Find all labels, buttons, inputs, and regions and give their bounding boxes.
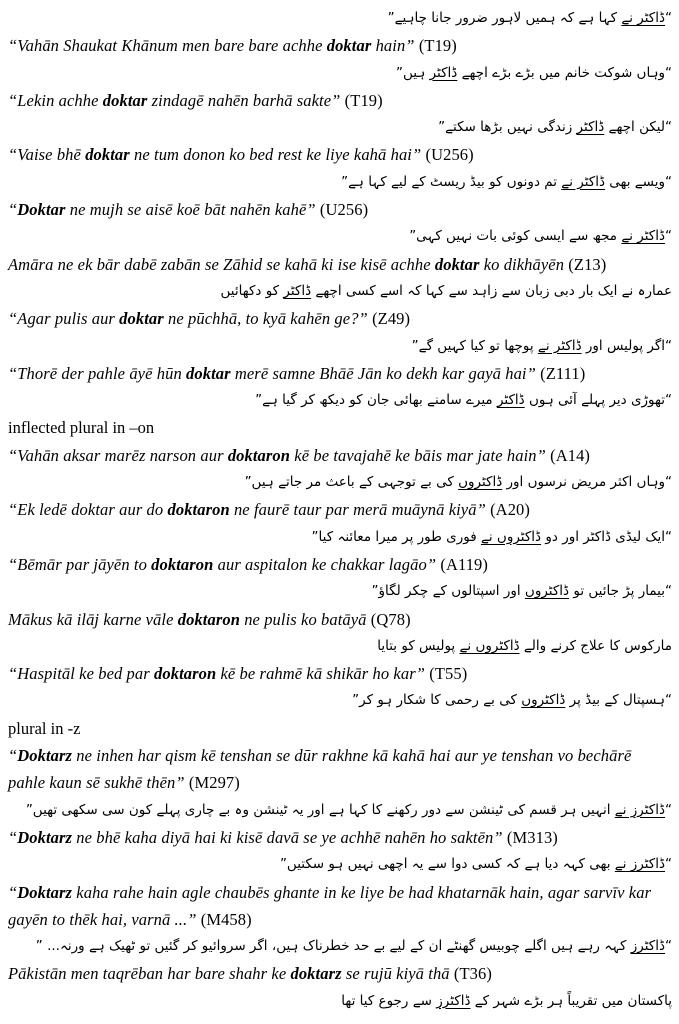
roman-sentence [8, 496, 672, 523]
doktar-underlined-term: ڈاکٹرز نے [614, 801, 665, 818]
urdu-text: “وہاں شوکت خانم میں بڑے بڑے اچھے [457, 64, 672, 81]
roman-sentence [8, 960, 672, 987]
sentence-text: “Vahān aksar marēz narson aur [8, 445, 228, 465]
roman-sentence [8, 879, 672, 934]
doktar-bold-term: Doktarz [17, 746, 73, 766]
sentence-text: Mākus kā ilāj karne vāle [8, 609, 178, 629]
urdu-sentence [8, 278, 672, 305]
reference-tag: (Q78) [370, 609, 411, 629]
urdu-text: بھی کہہ دیا ہے کہ کسی دوا سے یہ اچھی نہیں ہو سکتیں” [279, 856, 615, 873]
roman-sentence [8, 305, 672, 332]
sentence-text: “Thorē der pahle āyē hūn [8, 363, 187, 383]
doktar-underlined-term: ڈاکٹر [496, 392, 525, 409]
sentence-text: “Vaise bhē [8, 145, 86, 165]
section-heading: plural in -z [8, 718, 81, 738]
roman-sentence [8, 660, 672, 687]
urdu-text: کہہ رہے ہیں اگلے چوبیس گھنٹے ان کے لیے بے حد خطرناک ہیں، اگر سروائیو کر گئیں تو ٹھیک ہے ورنہ... ” [35, 938, 631, 955]
urdu-text: کہا ہے کہ ہمیں لاہور ضرور جانا چاہیے” [387, 10, 622, 26]
sentence-text: Pākistān men taqrēban har bare shahr ke [8, 964, 291, 984]
doktar-bold-term: Doktarz [17, 827, 73, 847]
sentence-text: “Ek ledē doktar aur do [8, 500, 168, 520]
reference-tag: (A14) [550, 445, 591, 465]
urdu-sentence [8, 797, 672, 824]
doktar-underlined-term: ڈاکٹروں نے [459, 637, 520, 654]
reference-tag: (T55) [429, 664, 468, 684]
sentence-text: Amāra ne ek bār dabē zabān se Zāhid se kahā ki ise kisē achhe [8, 254, 435, 274]
urdu-text: مجھ سے ایسی کوئی بات نہیں کہی” [409, 228, 622, 245]
urdu-text: پوچھا تو کیا کہیں گے” [411, 337, 538, 354]
roman-sentence [8, 251, 672, 278]
urdu-text: انہیں ہر قسم کی ٹینشن سے دور رکھنے کا کہا ہے اور یہ ٹینشن وہ بے چاری پہلے کون سی سکھی تھیں” [25, 801, 615, 818]
urdu-text: “بیمار پڑ جائیں تو [569, 583, 672, 600]
doktar-underlined-term: ڈاکٹروں نے [480, 528, 542, 545]
urdu-text: “ [665, 856, 672, 873]
roman-sentence [8, 141, 672, 168]
reference-tag: (T19) [344, 90, 383, 110]
roman-sentence [8, 824, 672, 851]
sentence-text: ne faurē taur par merā muāynā kiyā” [229, 500, 491, 520]
urdu-sentence [8, 988, 672, 1015]
urdu-sentence [8, 387, 672, 414]
urdu-text: پاکستان میں تقریباً ہر بڑے شہر کے [470, 992, 672, 1009]
sentence-text: se rujū kiyā thā [341, 964, 454, 984]
doktar-underlined-term: ڈاکٹر نے [537, 337, 582, 354]
urdu-text: “ [665, 10, 672, 26]
sentence-text: aur aspitalon ke chakkar lagāo” [213, 554, 441, 574]
urdu-text: کو دکھائیں [220, 282, 284, 299]
sentence-text: ne mujh se aisē koē bāt nahēn kahē” [65, 200, 320, 220]
reference-tag: (Z13) [568, 254, 607, 274]
urdu-text: “اگر پولیس اور [581, 337, 672, 354]
urdu-sentence [8, 851, 672, 878]
roman-sentence [8, 87, 672, 114]
doktar-bold-term: doktar [326, 36, 372, 56]
urdu-text: زندگی نہیں بڑھا سکتے” [438, 119, 577, 136]
sentence-text: “ [8, 746, 18, 766]
doktar-underlined-term: ڈاکٹر [576, 119, 605, 136]
reference-tag: (M297) [188, 773, 240, 793]
sentence-text: ko dikhāyēn [479, 254, 569, 274]
doktar-underlined-term: ڈاکٹر نے [621, 228, 665, 245]
sentence-text: “ [8, 882, 18, 902]
sentence-text: ne tum donon ko bed rest ke liye kahā hai” [129, 145, 426, 165]
reference-tag: (M313) [506, 827, 558, 847]
urdu-sentence [8, 5, 672, 32]
roman-sentence [8, 551, 672, 578]
doktar-bold-term: doktar [119, 309, 164, 329]
doktar-bold-term: Doktarz [17, 882, 73, 902]
urdu-text: “ [665, 228, 672, 245]
urdu-sentence [8, 114, 672, 141]
doktar-bold-term: doktar [102, 90, 148, 110]
urdu-text: تم دونوں کو بیڈ ریسٹ کے لیے کہا ہے” [341, 173, 562, 190]
sentence-text: merē samne Bhāē Jān ko dekh kar gayā hai” [230, 363, 541, 383]
reference-tag: (A119) [440, 554, 488, 574]
roman-sentence [8, 442, 672, 469]
doktar-underlined-term: ڈاکٹر [283, 282, 312, 299]
sentence-text: zindagē nahēn barhā sakte” [147, 90, 345, 110]
reference-tag: (M458) [200, 909, 252, 929]
urdu-sentence [8, 469, 672, 496]
urdu-text: ہیں” [396, 64, 430, 81]
roman-sentence [8, 742, 672, 797]
reference-tag: (T19) [418, 36, 457, 56]
reference-tag: (A20) [490, 500, 530, 520]
sentence-text: “Lekin achhe [8, 90, 103, 110]
sentence-text: kē be tavajahē ke bāis mar jate hain” [290, 445, 551, 465]
urdu-sentence [8, 333, 672, 360]
sentence-text: “Vahān Shaukat Khānum men bare bare achhe [8, 36, 327, 56]
roman-sentence [8, 360, 672, 387]
sentence-text: “ [8, 827, 18, 847]
sentence-text: ne inhen har qism kē tenshan se dūr rakhne kā kahā hai aur ye tenshan vo bechārē pahle kaun sē sukhē thēn” [8, 746, 632, 793]
urdu-sentence [8, 933, 672, 960]
urdu-text: فوری طور پر میرا معائنہ کیا” [311, 528, 481, 545]
urdu-text: “ایک لیڈی ڈاکٹر اور دو [541, 528, 672, 545]
doktar-bold-term: Doktar [17, 200, 66, 220]
urdu-sentence [8, 524, 672, 551]
sentence-text: “Haspitāl ke bed par [8, 664, 155, 684]
urdu-sentence [8, 60, 672, 87]
reference-tag: (U256) [425, 145, 474, 165]
urdu-text: میرے سامنے بھائی جان کو دیکھ کر گیا ہے” [255, 392, 497, 409]
urdu-text: “لیکن اچھے [604, 119, 672, 136]
doktar-bold-term: doktaron [177, 609, 240, 629]
sentence-text: kaha rahe hain agle chaubēs ghante in ke liye be had khatarnāk hain, agar sarvīv kar gayēn to thēk hai, varnā ...” [8, 882, 652, 929]
urdu-text: کی بے توجہی کے باعث مر جاتے ہیں” [244, 474, 459, 491]
sentence-text: hain” [371, 36, 419, 56]
urdu-text: “ویسے بھی [604, 173, 672, 190]
urdu-text: پولیس کو بتایا [377, 637, 460, 654]
reference-tag: (U256) [319, 200, 369, 220]
urdu-text: عمارہ نے ایک بار دبی زبان سے زاہد سے کہا کہ اسے کسی اچھے [311, 282, 672, 299]
doktar-underlined-term: ڈاکٹرز [630, 938, 665, 955]
doktar-underlined-term: ڈاکٹرز نے [614, 856, 665, 873]
doktar-underlined-term: ڈاکٹر [429, 64, 458, 81]
urdu-text: “تھوڑی دیر پہلے آئی ہوں [524, 392, 672, 409]
doktar-underlined-term: ڈاکٹر نے [621, 10, 665, 26]
doktar-underlined-term: ڈاکٹروں [458, 474, 503, 491]
sentence-text: ne pulis ko batāyā [239, 609, 371, 629]
urdu-text: “ [665, 938, 672, 955]
urdu-sentence [8, 169, 672, 196]
urdu-sentence [8, 578, 672, 605]
doktar-bold-term: doktarz [290, 964, 342, 984]
doktar-bold-term: doktaron [154, 664, 217, 684]
urdu-text: “وہاں اکثر مریض نرسوں اور [502, 474, 672, 491]
urdu-text: مارکوس کا علاج کرنے والے [519, 637, 672, 654]
reference-tag: (T36) [453, 964, 492, 984]
doktar-underlined-term: ڈاکٹروں [521, 692, 566, 709]
urdu-text: سے رجوع کیا تھا [341, 992, 437, 1009]
urdu-sentence [8, 223, 672, 250]
doktar-underlined-term: ڈاکٹر نے [561, 173, 605, 190]
sentence-text: “Agar pulis aur [8, 309, 120, 329]
urdu-sentence [8, 633, 672, 660]
roman-sentence [8, 606, 672, 633]
sentence-text: kē be rahmē kā shikār ho kar” [216, 664, 430, 684]
doktar-bold-term: doktar [186, 363, 231, 383]
doktar-underlined-term: ڈاکٹروں [524, 583, 570, 600]
doktar-underlined-term: ڈاکٹرز [436, 992, 471, 1009]
sentence-text: ne bhē kaha diyā hai ki kisē davā se ye achhē nahēn ho saktēn” [72, 827, 507, 847]
urdu-text: اور اسپتالوں کے چکر لگاؤ” [371, 583, 525, 600]
urdu-text: “ہسپتال کے بیڈ پر [565, 692, 672, 709]
doktar-bold-term: doktaron [167, 500, 230, 520]
reference-tag: (Z49) [372, 309, 411, 329]
doktar-bold-term: doktar [85, 145, 130, 165]
roman-sentence [8, 196, 672, 223]
urdu-text: “ [665, 801, 672, 818]
sentence-text: “Bēmār par jāyēn to [8, 554, 152, 574]
section-heading: inflected plural in –on [8, 418, 155, 438]
sentence-text: “ [8, 200, 18, 220]
roman-sentence [8, 32, 672, 59]
doktar-bold-term: doktar [434, 254, 480, 274]
urdu-text: کی بے رحمی کا شکار ہو کر” [352, 692, 522, 709]
doktar-bold-term: doktaron [151, 554, 214, 574]
doktar-bold-term: doktaron [227, 445, 291, 465]
reference-tag: (Z111) [540, 363, 586, 383]
sentence-text: ne pūchhā, to kyā kahēn ge?” [163, 309, 373, 329]
urdu-sentence [8, 687, 672, 714]
